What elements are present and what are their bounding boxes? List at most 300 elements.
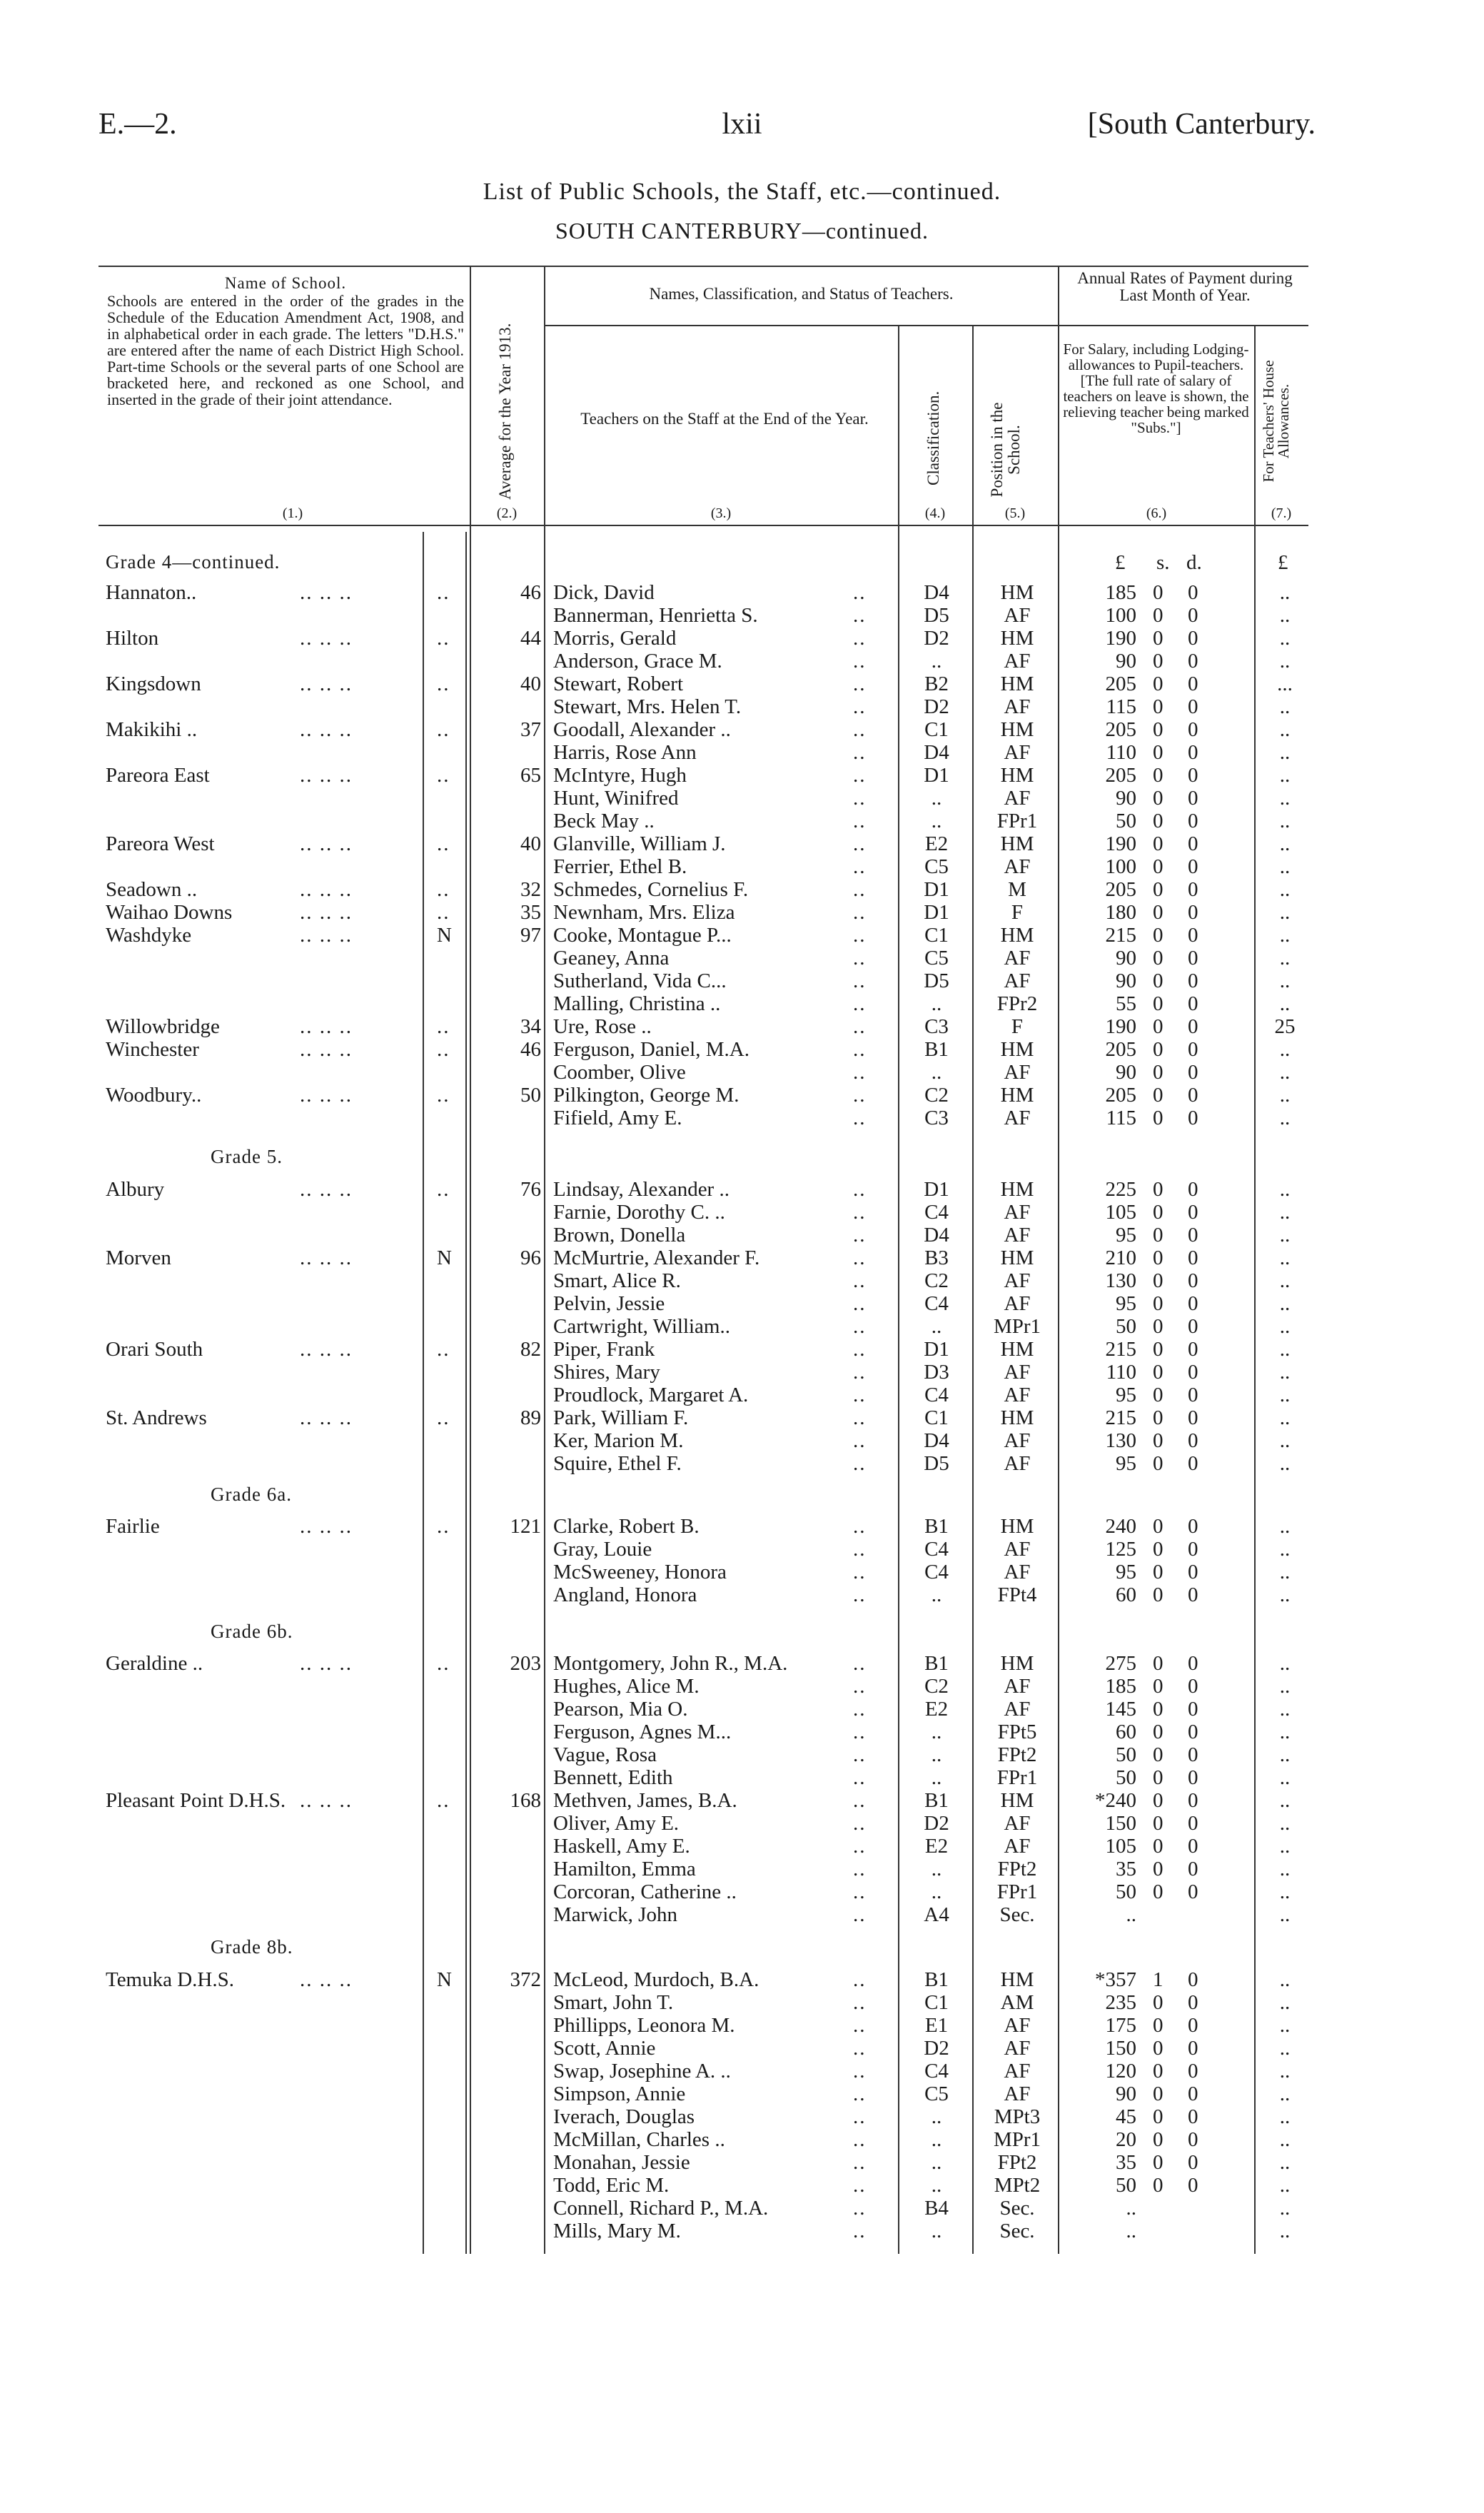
classification: ..	[931, 2105, 942, 2128]
teacher-name: Sutherland, Vida C...	[553, 970, 727, 992]
leader-dots: ..	[853, 1338, 867, 1361]
house-allowance: ..	[1279, 2014, 1291, 2037]
salary-pounds: 210	[1105, 1247, 1136, 1269]
salary-shillings: 0	[1153, 1561, 1164, 1583]
salary-pounds: 150	[1105, 1812, 1136, 1835]
leader-dots: .. .. ..	[300, 718, 353, 741]
house-allowance: ..	[1279, 2197, 1291, 2220]
average-attendance: 46	[520, 1038, 541, 1061]
classification: ..	[931, 2174, 942, 2197]
salary-shillings: 0	[1153, 1721, 1164, 1743]
position: FPt2	[997, 2151, 1037, 2174]
classification: ..	[931, 1743, 942, 1766]
house-allowance: ..	[1279, 1583, 1291, 1606]
salary-pence: 0	[1188, 1292, 1198, 1315]
salary-pounds: 215	[1105, 1338, 1136, 1361]
teacher-name: Pelvin, Jessie	[553, 1292, 665, 1315]
leader-dots: ..	[853, 901, 867, 924]
salary-pounds: 95	[1116, 1561, 1136, 1583]
salary-pounds: 185	[1105, 1675, 1136, 1698]
classification: D5	[924, 1452, 949, 1475]
teacher-name: Fifield, Amy E.	[553, 1107, 682, 1129]
salary-pounds: 225	[1105, 1178, 1136, 1201]
teacher-name: Pilkington, George M.	[553, 1084, 740, 1107]
classification: ..	[931, 2128, 942, 2151]
house-allowance: ..	[1279, 1247, 1291, 1269]
leader-dots: ..	[437, 901, 450, 924]
teacher-name: Newnham, Mrs. Eliza	[553, 901, 735, 924]
leader-dots: ..	[853, 1384, 867, 1406]
position: HM	[1000, 627, 1034, 650]
teacher-name: Clarke, Robert B.	[553, 1515, 700, 1538]
salary-shillings: 0	[1153, 1406, 1164, 1429]
school-name: Washdyke	[106, 924, 192, 947]
salary-pence: 0	[1188, 1880, 1198, 1903]
salary-pounds: 100	[1105, 604, 1136, 627]
school-name: Pareora East	[106, 764, 210, 787]
classification: C4	[924, 1384, 949, 1406]
salary-shillings: 0	[1153, 627, 1164, 650]
leader-dots: ..	[853, 1429, 867, 1452]
classification: D4	[924, 581, 949, 604]
network-mark: N	[437, 1247, 452, 1269]
position: FPr1	[996, 810, 1038, 832]
salary-pounds: 190	[1105, 832, 1136, 855]
salary-shillings: 0	[1153, 832, 1164, 855]
classification: ..	[931, 1721, 942, 1743]
teacher-name: Oliver, Amy E.	[553, 1812, 680, 1835]
average-attendance: 372	[510, 1968, 541, 1991]
position: M	[1008, 878, 1026, 901]
leader-dots: ..	[853, 673, 867, 695]
house-allowance: ..	[1279, 2037, 1291, 2060]
classification: D5	[924, 604, 949, 627]
n-col-rule-b	[465, 532, 467, 2254]
house-allowance: ..	[1279, 832, 1291, 855]
house-allowance: ..	[1279, 1224, 1291, 1247]
currency-shilling: s.	[1156, 551, 1170, 574]
salary-shillings: 0	[1153, 1880, 1164, 1903]
leader-dots: ..	[853, 2174, 867, 2197]
leader-dots: .. .. ..	[300, 924, 353, 947]
leader-dots: .. .. ..	[300, 1084, 353, 1107]
salary-pence: 0	[1188, 1084, 1198, 1107]
salary-pounds: 150	[1105, 2037, 1136, 2060]
col-num-7: (7.)	[1271, 505, 1292, 521]
house-allowance: ..	[1279, 1406, 1291, 1429]
classification: D2	[924, 1812, 949, 1835]
school-name: Hilton	[106, 627, 159, 650]
school-name: Albury	[106, 1178, 165, 1201]
leader-dots: ..	[853, 2197, 867, 2220]
house-allowance: ..	[1279, 1789, 1291, 1812]
list-title: List of Public Schools, the Staff, etc.—continued.	[483, 178, 1001, 205]
leader-dots: ..	[853, 1858, 867, 1880]
average-attendance: 44	[520, 627, 541, 650]
leader-dots: ..	[853, 2105, 867, 2128]
position: AF	[1004, 1429, 1031, 1452]
teacher-name: Hunt, Winifred	[553, 787, 679, 810]
position: HM	[1000, 1038, 1034, 1061]
leader-dots: ..	[853, 2151, 867, 2174]
salary-pounds: 205	[1105, 878, 1136, 901]
position: AF	[1004, 2083, 1031, 2105]
position: AF	[1004, 1698, 1031, 1721]
col-num-5: (5.)	[1004, 505, 1026, 521]
position: AF	[1004, 947, 1031, 970]
salary-pence: 0	[1188, 2083, 1198, 2105]
house-allowance: ..	[1279, 855, 1291, 878]
teacher-name: Bennett, Edith	[553, 1766, 673, 1789]
salary-pence: 0	[1188, 1858, 1198, 1880]
average-attendance: 40	[520, 832, 541, 855]
teacher-name: Gray, Louie	[553, 1538, 652, 1561]
house-allowance: ..	[1279, 1452, 1291, 1475]
leader-dots: ..	[437, 764, 450, 787]
salary-pounds: 120	[1105, 2060, 1136, 2083]
salary-pounds: 205	[1105, 1084, 1136, 1107]
salary-pence: 0	[1188, 1452, 1198, 1475]
salary-shillings: 0	[1153, 741, 1164, 764]
position: AF	[1004, 1292, 1031, 1315]
salary-shillings: 0	[1153, 947, 1164, 970]
leader-dots: ..	[853, 1652, 867, 1675]
classification: ..	[931, 1315, 942, 1338]
salary-shillings: 0	[1153, 1247, 1164, 1269]
col-rule-5	[1058, 266, 1059, 2254]
classification: C1	[924, 1991, 949, 2014]
salary-shillings: 0	[1153, 1292, 1164, 1315]
currency-house-pound: £	[1278, 551, 1288, 574]
salary-pounds: ..	[1126, 2220, 1136, 2242]
teacher-name: Ker, Marion M.	[553, 1429, 684, 1452]
leader-dots: ..	[437, 1338, 450, 1361]
salary-shillings: 0	[1153, 1201, 1164, 1224]
salary-pence: 0	[1188, 2105, 1198, 2128]
teacher-name: Angland, Honora	[553, 1583, 697, 1606]
salary-pence: 0	[1188, 1015, 1198, 1038]
leader-dots: ..	[853, 1315, 867, 1338]
salary-pounds: 35	[1116, 2151, 1136, 2174]
salary-pence: 0	[1188, 855, 1198, 878]
salary-pence: 0	[1188, 1561, 1198, 1583]
position: AF	[1004, 787, 1031, 810]
leader-dots: .. .. ..	[300, 832, 353, 855]
teacher-name: Lindsay, Alexander ..	[553, 1178, 730, 1201]
classification: ..	[931, 650, 942, 673]
salary-shillings: 1	[1153, 1968, 1164, 1991]
average-attendance: 65	[520, 764, 541, 787]
position: HM	[1000, 718, 1034, 741]
network-mark: N	[437, 924, 452, 947]
position: HM	[1000, 1968, 1034, 1991]
leader-dots: ..	[853, 1269, 867, 1292]
salary-pence: 0	[1188, 947, 1198, 970]
leader-dots: .. .. ..	[300, 764, 353, 787]
salary-pounds: 50	[1116, 1315, 1136, 1338]
salary-pounds: 275	[1105, 1652, 1136, 1675]
leader-dots: ..	[853, 1766, 867, 1789]
house-allowance: ..	[1279, 1107, 1291, 1129]
salary-shillings: 0	[1153, 2060, 1164, 2083]
grade-heading: Grade 4—continued.	[106, 551, 281, 573]
school-name: Orari South	[106, 1338, 203, 1361]
salary-shillings: 0	[1153, 810, 1164, 832]
classification: C5	[924, 2083, 949, 2105]
teacher-name: Malling, Christina ..	[553, 992, 721, 1015]
teacher-name: Goodall, Alexander ..	[553, 718, 731, 741]
position: AF	[1004, 2060, 1031, 2083]
salary-pounds: 130	[1105, 1269, 1136, 1292]
salary-pounds: 175	[1105, 2014, 1136, 2037]
average-attendance: 89	[520, 1406, 541, 1429]
position: AF	[1004, 1361, 1031, 1384]
salary-pence: 0	[1188, 2037, 1198, 2060]
classification: ..	[931, 2151, 942, 2174]
house-allowance: ..	[1279, 1721, 1291, 1743]
teacher-name: Smart, Alice R.	[553, 1269, 681, 1292]
average-attendance: 121	[510, 1515, 541, 1538]
leader-dots: ..	[853, 1880, 867, 1903]
grade-heading: Grade 6a.	[211, 1484, 292, 1505]
classification: C4	[924, 1561, 949, 1583]
house-allowance: ..	[1279, 627, 1291, 650]
leader-dots: ..	[853, 787, 867, 810]
salary-shillings: 0	[1153, 1858, 1164, 1880]
salary-shillings: 0	[1153, 2014, 1164, 2037]
leader-dots: ..	[853, 2014, 867, 2037]
position-head: Position in the School.	[988, 402, 1023, 498]
teacher-name: Proudlock, Margaret A.	[553, 1384, 749, 1406]
salary-shillings: 0	[1153, 1269, 1164, 1292]
salary-shillings: 0	[1153, 2083, 1164, 2105]
position: FPr1	[996, 1880, 1038, 1903]
leader-dots: ..	[853, 1721, 867, 1743]
house-allowance: ..	[1279, 764, 1291, 787]
salary-pence: 0	[1188, 901, 1198, 924]
position: HM	[1000, 924, 1034, 947]
classification: ..	[931, 1061, 942, 1084]
average-attendance: 34	[520, 1015, 541, 1038]
salary-pounds: 215	[1105, 1406, 1136, 1429]
classification: B1	[924, 1789, 949, 1812]
teacher-name: Mills, Mary M.	[553, 2220, 681, 2242]
salary-pounds: 205	[1105, 1038, 1136, 1061]
teacher-name: McIntyre, Hugh	[553, 764, 687, 787]
house-allowance: ..	[1279, 1384, 1291, 1406]
header-bottom-rule	[99, 525, 1308, 526]
salary-pounds: 50	[1116, 1766, 1136, 1789]
position: FPt2	[997, 1743, 1037, 1766]
house-allowance: ..	[1279, 2220, 1291, 2242]
leader-dots: ..	[853, 1107, 867, 1129]
position: AM	[1000, 1991, 1034, 2014]
col-num-6: (6.)	[1146, 505, 1167, 521]
network-mark: N	[437, 1968, 452, 1991]
teacher-name: Monahan, Jessie	[553, 2151, 690, 2174]
classification: B1	[924, 1652, 949, 1675]
teacher-name: McMurtrie, Alexander F.	[553, 1247, 760, 1269]
position: HM	[1000, 832, 1034, 855]
salary-pounds: 180	[1105, 901, 1136, 924]
leader-dots: ..	[853, 970, 867, 992]
school-name: Temuka D.H.S.	[106, 1968, 235, 1991]
house-allowance: ..	[1279, 581, 1291, 604]
page-number: lxii	[722, 108, 762, 141]
classification: B4	[924, 2197, 949, 2220]
leader-dots: ..	[853, 1247, 867, 1269]
salary-pence: 0	[1188, 878, 1198, 901]
salary-pence: 0	[1188, 1107, 1198, 1129]
salary-pence: 0	[1188, 1429, 1198, 1452]
salary-pence: 0	[1188, 2174, 1198, 2197]
classification: C4	[924, 1538, 949, 1561]
position: FPt2	[997, 1858, 1037, 1880]
house-allowance: ..	[1279, 2128, 1291, 2151]
teacher-name: Pearson, Mia O.	[553, 1698, 688, 1721]
leader-dots: .. .. ..	[300, 1338, 353, 1361]
position: Sec.	[999, 1903, 1035, 1926]
col-rule-6	[1254, 325, 1256, 2254]
position: Sec.	[999, 2197, 1035, 2220]
salary-pounds: 240	[1105, 1515, 1136, 1538]
teacher-name: Phillipps, Leonora M.	[553, 2014, 735, 2037]
leader-dots: ..	[853, 604, 867, 627]
salary-pounds: 205	[1105, 673, 1136, 695]
house-allowance: ..	[1279, 2174, 1291, 2197]
classification: D4	[924, 1429, 949, 1452]
house-allowance: ..	[1279, 1292, 1291, 1315]
house-allowance: ..	[1279, 1315, 1291, 1338]
house-allowance: ..	[1279, 650, 1291, 673]
classification: C3	[924, 1107, 949, 1129]
position: HM	[1000, 581, 1034, 604]
salary-pence: 0	[1188, 2128, 1198, 2151]
salary-shillings: 0	[1153, 2037, 1164, 2060]
salary-pence: 0	[1188, 695, 1198, 718]
leader-dots: .. .. ..	[300, 1789, 353, 1812]
salary-pounds: 45	[1116, 2105, 1136, 2128]
classification: D1	[924, 1338, 949, 1361]
position: AF	[1004, 1538, 1031, 1561]
salary-pounds: 60	[1116, 1583, 1136, 1606]
classification: ..	[931, 787, 942, 810]
teacher-name: Harris, Rose Ann	[553, 741, 697, 764]
salary-pence: 0	[1188, 924, 1198, 947]
salary-pounds: ..	[1126, 2197, 1136, 2220]
position: AF	[1004, 650, 1031, 673]
position: FPr2	[996, 992, 1038, 1015]
position: HM	[1000, 1652, 1034, 1675]
position: FPt4	[997, 1583, 1037, 1606]
house-allowance: ..	[1279, 2060, 1291, 2083]
position: AF	[1004, 741, 1031, 764]
salary-shillings: 0	[1153, 2128, 1164, 2151]
salary-pence: 0	[1188, 1835, 1198, 1858]
salary-pounds: 110	[1106, 741, 1136, 764]
classification: B1	[924, 1968, 949, 1991]
salary-shillings: 0	[1153, 1338, 1164, 1361]
salary-pence: 0	[1188, 1583, 1198, 1606]
position: MPt3	[994, 2105, 1041, 2128]
school-name: Morven	[106, 1247, 171, 1269]
leader-dots: ..	[853, 1084, 867, 1107]
teacher-name: Vague, Rosa	[553, 1743, 657, 1766]
leader-dots: ..	[853, 1561, 867, 1583]
salary-pence: 0	[1188, 741, 1198, 764]
currency-pence: d.	[1186, 551, 1202, 574]
teacher-name: Dick, David	[553, 581, 655, 604]
house-allowance: ...	[1277, 673, 1293, 695]
salary-pounds: 145	[1105, 1698, 1136, 1721]
position: HM	[1000, 1515, 1034, 1538]
position: AF	[1004, 1107, 1031, 1129]
salary-shillings: 0	[1153, 787, 1164, 810]
leader-dots: ..	[853, 810, 867, 832]
teachers-head: Teachers on the Staff at the End of the Year.	[580, 410, 869, 428]
teacher-name: Hamilton, Emma	[553, 1858, 696, 1880]
house-allowance: ..	[1279, 604, 1291, 627]
salary-pounds: 100	[1105, 855, 1136, 878]
salary-pounds: *357	[1095, 1968, 1136, 1991]
position: Sec.	[999, 2220, 1035, 2242]
salary-pounds: 110	[1106, 1361, 1136, 1384]
leader-dots: ..	[437, 718, 450, 741]
classification: C3	[924, 1015, 949, 1038]
salary-pence: 0	[1188, 1361, 1198, 1384]
salary-shillings: 0	[1153, 1538, 1164, 1561]
salary-pounds: 185	[1105, 581, 1136, 604]
teacher-name: Morris, Gerald	[553, 627, 677, 650]
leader-dots: ..	[853, 1991, 867, 2014]
section-label: [South Canterbury.	[1087, 108, 1316, 141]
salary-pounds: 60	[1116, 1721, 1136, 1743]
leader-dots: ..	[437, 878, 450, 901]
house-allowance: ..	[1279, 2083, 1291, 2105]
leader-dots: ..	[437, 627, 450, 650]
leader-dots: ..	[853, 992, 867, 1015]
house-allowance: ..	[1279, 1675, 1291, 1698]
house-allowance: ..	[1279, 1698, 1291, 1721]
position: AF	[1004, 855, 1031, 878]
leader-dots: ..	[853, 581, 867, 604]
n-col-rule-a	[423, 532, 424, 2254]
leader-dots: .. .. ..	[300, 1178, 353, 1201]
position: AF	[1004, 1675, 1031, 1698]
teacher-name: Stewart, Robert	[553, 673, 684, 695]
classification: ..	[931, 1880, 942, 1903]
house-allowance: ..	[1279, 695, 1291, 718]
house-head: For Teachers' House Allowances.	[1260, 360, 1292, 483]
salary-pence: 0	[1188, 1338, 1198, 1361]
teacher-name: Hughes, Alice M.	[553, 1675, 700, 1698]
classification: C2	[924, 1675, 949, 1698]
teacher-name: Ferrier, Ethel B.	[553, 855, 687, 878]
school-name: Waihao Downs	[106, 901, 233, 924]
leader-dots: .. .. ..	[300, 1406, 353, 1429]
salary-pounds: 35	[1116, 1858, 1136, 1880]
position: AF	[1004, 1835, 1031, 1858]
leader-dots: .. .. ..	[300, 878, 353, 901]
leader-dots: ..	[437, 1084, 450, 1107]
salary-shillings: 0	[1153, 1743, 1164, 1766]
leader-dots: ..	[437, 1015, 450, 1038]
col-num-2: (2.)	[496, 505, 518, 521]
leader-dots: .. .. ..	[300, 627, 353, 650]
leader-dots: ..	[853, 2220, 867, 2242]
position: HM	[1000, 1178, 1034, 1201]
salary-pence: 0	[1188, 832, 1198, 855]
